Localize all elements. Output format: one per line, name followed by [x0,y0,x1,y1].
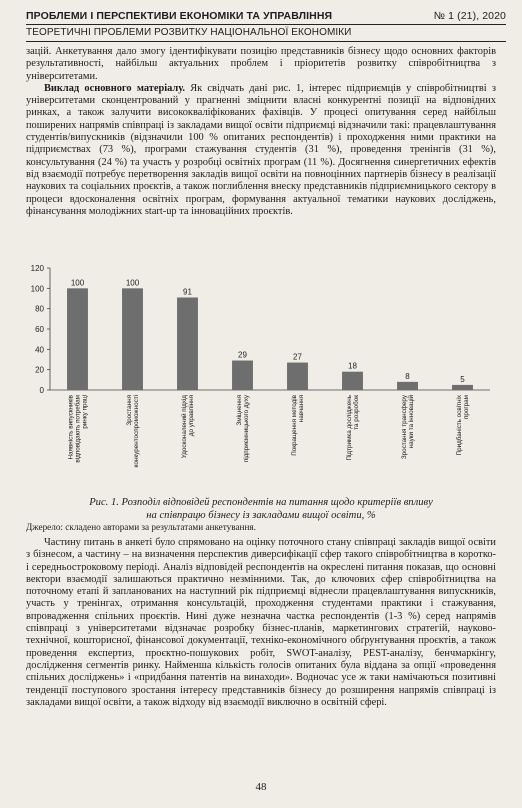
category-label-line: програм [463,395,470,420]
category-label-line: Підтримка досліджень [346,395,353,461]
category-label-line: підприємницького духу [243,395,250,463]
bar-chart [18,262,498,502]
category-label-line: Зростання [126,395,133,426]
category-label [126,395,140,467]
y-tick-label: 0 [39,386,44,395]
bar [397,382,418,390]
bar [452,385,473,390]
data-label: 5 [460,374,465,384]
journal-title: ПРОБЛЕМИ І ПЕРСПЕКТИВИ ЕКОНОМІКИ ТА УПРАВЛІННЯ [26,10,333,22]
category-label-line: Придбаність освітніх [456,395,463,456]
section-title: ТЕОРЕТИЧНІ ПРОБЛЕМИ РОЗВИТКУ НАЦІОНАЛЬНОЇ ЕКОНОМІКИ [26,27,352,38]
category-label [345,394,360,460]
y-tick-label: 80 [35,304,44,314]
data-label: 18 [348,361,357,371]
data-label: 29 [238,350,247,360]
category-label-line: ринку праці [81,395,89,429]
paragraph-2-heading: Виклад основного матеріалу. [44,82,185,94]
bar [232,361,253,390]
bar [342,372,363,390]
category-label-line: науки та інновацій [408,395,415,449]
category-label [180,395,195,459]
category-label-line: Удосконалений підхід [181,395,188,459]
bar [287,363,308,390]
data-label: 91 [183,287,192,297]
category-label [290,394,305,455]
category-label-line: Наявність випускників [67,395,75,460]
bar [122,288,143,390]
category-label [455,394,470,455]
bar [177,297,198,390]
data-label: 8 [405,371,410,381]
category-label-line: навчання [298,395,305,423]
header-rule [26,24,506,25]
category-label-line: відповідають потребам [74,395,82,463]
running-header [26,8,506,24]
paragraph-3: Частину питань в анкеті було спрямовано на оцінку поточного стану співпраці закладів вищої освіти з бізнесом, а частину – на визначення перспектив диверсифікації сфер такого співробітництва в коротко- і середньостроковому періоді. Аналіз відповідей респондентів на окреслені питання показав, що основні вектори взаємодії залишаються практично незмінними. Так, до ключових сфер співробітництва на поточному етапі й запланованих на наступний рік підприємці віднесли працевлаштування випускників, участь у тренінгах, отримання консультацій, проходження студентами практики і стажування, впровадження спільних проєктів. Нині дуже незначна частка респондентів (1-3 %) серед напрямів співпраці з університетами відзначає розробку бізнес-планів, маркетингових стратегій, науково-технічної, кошторисної, фінансової документації, техніко-економічного обґрунтування проєктів, а також проведення експертиз, проєктно-пошукових робіт, SWOT-аналізу, PEST-аналізу, бенчмаркінгу, дослідження сегментів ринку. Найменша кількість голосів опитаних була віддана за опції «проведення спільних досліджень» і «придбання патентів на винаходи». Водночас усе ж таки намічаються позитивні тенденції поступового зростання інтересу представників бізнесу до розширення напрямів співпраці із закладами вищої освіти, а також відходу від взаємодії виключно в освітній сфері. [26,537,496,708]
paragraph-1: зацій. Анкетування дало змогу ідентифікувати позицію представників бізнесу щодо основних факторів результативності, найбільш актуальних проблем і пріоритетів розвитку співробітництва з університетами. [26,46,496,82]
issue-number: № 1 (21), 2020 [433,10,506,22]
bar [67,288,88,390]
y-tick-label: 120 [30,264,44,273]
figure-caption [26,497,496,522]
category-label-line: Зміцнення [236,395,243,426]
figure-source: Джерело: складено авторами за результатами анкетування. [26,522,256,532]
category-label [401,394,415,459]
category-label [67,394,89,462]
data-label: 27 [293,352,302,362]
data-label: 100 [125,278,140,288]
page-number: 48 [255,781,267,793]
section-rule [26,41,506,42]
category-label-line: Покращення методів [291,395,298,456]
y-tick-label: 40 [35,345,44,355]
y-tick-label: 20 [35,365,44,375]
category-label-line: до управління [188,395,195,437]
category-label-line: конкурентоспроможності [133,395,140,468]
category-label [235,394,250,462]
figure-caption-line-1: Рис. 1. Розподіл відповідей респондентів на питання щодо критеріїв впливу [89,497,433,508]
category-label-line: та розробок [353,395,360,430]
body-top [26,46,496,218]
paragraph-2 [26,83,496,218]
y-tick-label: 100 [30,284,44,294]
category-label-line: Зростання трансферу [401,395,408,460]
paragraph-2-body: Як свідчать дані рис. 1, інтерес підприємців у співробітництві з університетами сконцентрований у прагненні зміцнити власні конкурентні позиції на відповідних ринках, а також залучити висококваліфікованих фахівців. У процесі опитування серед найбільш поширених напрямів співпраці із закладами вищої освіти підприємці відзначили такі: працевлаштування студентів/випускників (відзначили 100 % опитаних респондентів) і проходження ними практики на підприємствах (73 %), програми стажування студентів (31 %), проведення тренінгів (31 %), консультування (24 %) та участь у розробці освітніх програм (11 %). Досягнення синергетичних ефектів від взаємодії потребує перетворення закладів вищої освіти на повноцінних партнерів бізнесу в реалізації наукових та соціальних проєктів, а також поглиблення внеску представників підприємницького сектору в процеси вдосконалення освітніх програм, формування актуальної тематики наукових досліджень, фінансування молодіжних start-up та інноваційних проєктів. [26,82,496,217]
figure-caption-line-2: на співпрацю бізнесу із закладами вищої освіти, % [146,509,376,521]
y-tick-label: 60 [35,325,44,334]
data-label: 100 [70,278,85,288]
